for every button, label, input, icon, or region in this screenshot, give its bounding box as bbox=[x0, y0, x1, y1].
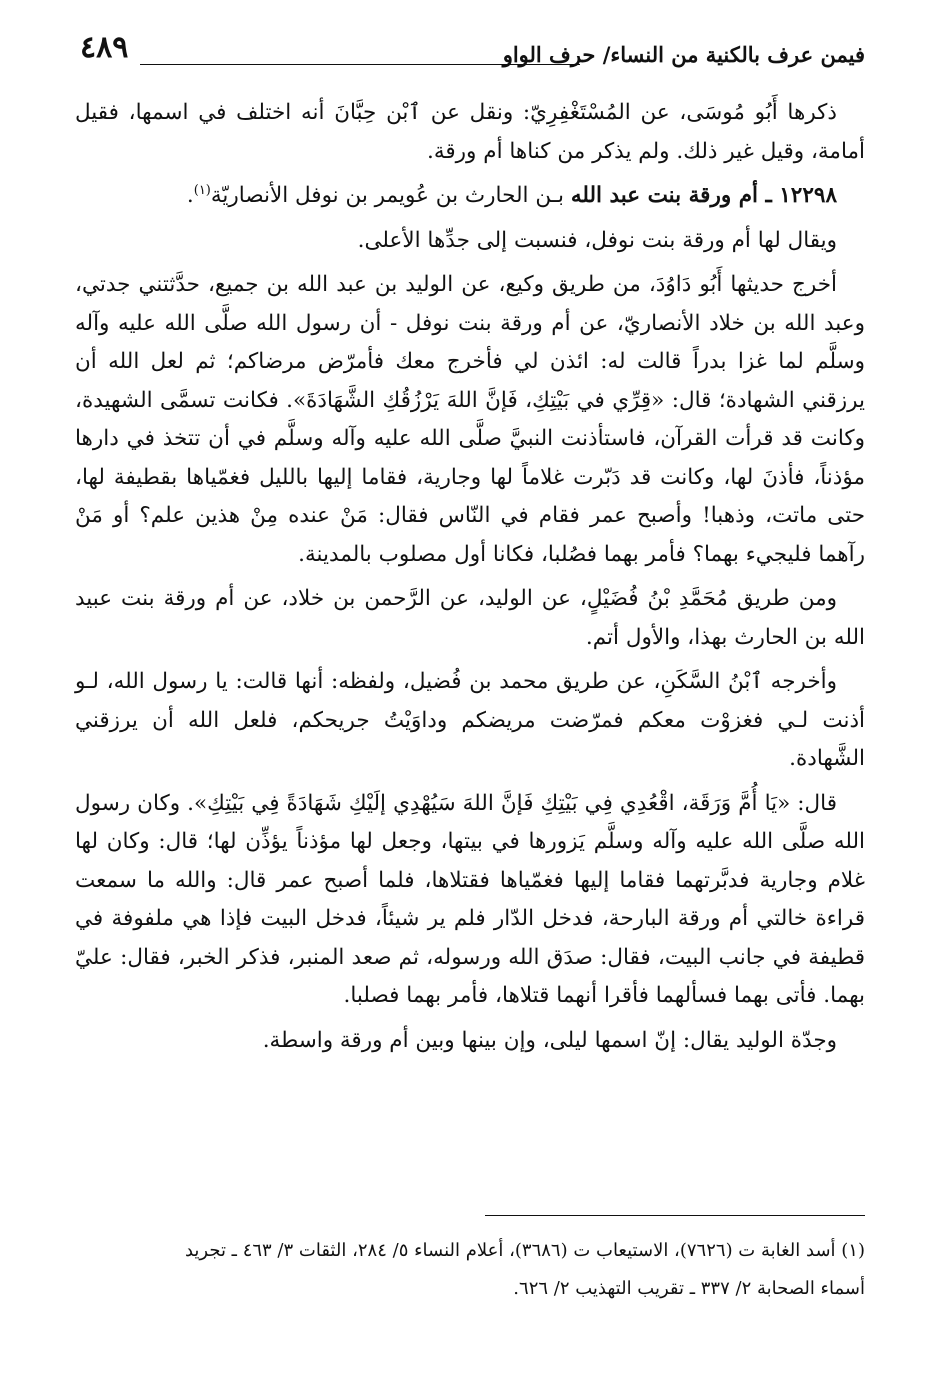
paragraph-4: أخرج حديثها أَبُو دَاوُدَ، من طريق وكيع، عن الوليد بن عبد الله بن جميع، حدَّثتني جدتي، وعبد الله بن خلاد الأنصاريّ، عن أم ورقة بنت نوفل - أن رسول الله صلَّى الله عليه وآله وسلَّم لما غزا بدراً قالت له: ائذن لي فأخرج معك فأمرّض مرضاكم؛ ثم لعل الله أن يرزقني الشهادة؛ قال: «قِرِّي في بَيْتِكِ، فَإنَّ اللهَ يَرْزُقُكِ الشَّهَادَةَ». فكانت تسمَّى الشهيدة، وكانت قد قرأت القرآن، فاستأذنت النبيَّ صلَّى الله عليه وآله وسلَّم في أن تتخذ في دارها مؤذناً، فأذنَ لها، وكانت قد دَبّرت غلاماً لها وجارية، فقاما إليها بالليل فغمّياها بقطيفة لها، حتى ماتت، وذهبا! وأصبح عمر فقام في النّاس فقال: مَنْ عنده مِنْ هذين علم؟ أو مَنْ رآهما فليجيء بهما؟ فأمر بهما فصُلبا، فكانا أول مصلوب بالمدينة. bbox=[75, 272, 865, 567]
page-header bbox=[80, 28, 865, 78]
entry-lineage: بـن الحارث بن عُويمر بن نوفل الأنصاريّة bbox=[210, 183, 564, 208]
paragraph-5: ومن طريق مُحَمَّدِ بْنُ فُضَيْلٍ، عن الوليد، عن الرَّحمن بن خلاد، عن أم ورقة بنت عبيد الله بن الحارث بهذا، والأول أتم. bbox=[75, 586, 865, 650]
footnote-1-line-2: أسماء الصحابة ٢/ ٣٣٧ ـ تقريب التهذيب ٢/ ٦٢٦. bbox=[513, 1278, 865, 1299]
paragraph-1: ذكرها أَبُو مُوسَى، عن المُسْتَغْفِرِيّ: ونقل عن ٱبْن حِبَّانَ أنه اختلف في اسمها، فقيل أمامة، وقيل غير ذلك. ولم يذكر من كناها أم ورقة. bbox=[75, 100, 865, 164]
paragraph-3: ويقال لها أم ورقة بنت نوفل، فنسبت إلى جدِّها الأعلى. bbox=[357, 227, 837, 253]
page-number: ٤٨٩ bbox=[80, 30, 129, 65]
paragraph-8: وجدّة الوليد يقال: إنّ اسمها ليلى، وإن بينها وبين أم ورقة واسطة. bbox=[262, 1027, 837, 1053]
entry-heading-paragraph bbox=[75, 177, 865, 216]
footnote-marker: (١) bbox=[193, 182, 211, 198]
paragraph-6: وأخرجه ٱبْنُ السَّكَنِ، عن طريق محمد بن فُضيل، ولفظه: أنها قالت: يا رسول الله، لـو أذنت لـي فغزوْت معكم فمرّضت مريضكم وداوَيْتُ جريحكم، فلعل الله أن يرزقني الشَّهادة. bbox=[75, 669, 865, 771]
running-head: فيمن عرف بالكنية من النساء/ حرف الواو bbox=[502, 42, 865, 67]
entry-number-and-name: ١٢٢٩٨ ـ أم ورقة بنت عبد الله bbox=[570, 183, 837, 208]
main-text bbox=[75, 94, 865, 1066]
paragraph-7: قال: «يَا أُمَّ وَرَقَة، اقْعُدِي فِي بَيْتِكِ فَإنَّ اللهَ سَيُهْدِي إلَيْكِ شَهَادَةً فِي بَيْتِكِ». وكان رسول الله صلَّى الله عليه وآله وسلَّم يَزورها في بيتها، وجعل لها مؤذناً يؤذِّن لها؛ قال: وكان لها غلام وجارية فدبَّرتهما فقاما إليها فغمّياها فقتلاها، فلما أصبح عمر قال: والله ما سمعت قراءة خالتي أم ورقة البارحة، فدخل الدّار فلم ير شيئاً، فدخل البيت فإذا هي ملفوفة في قطيفة في جانب البيت، فقال: صدَق الله ورسوله، ثم صعد المنبر، فذكر الخبر، فقال: عليّ بهما. فأتى بهما فسألهما فأقرا أنهما قتلاها، فأمر بهما فصلبا. bbox=[75, 790, 865, 1008]
footnotes bbox=[75, 1232, 865, 1308]
entry-end: . bbox=[186, 183, 194, 208]
footnote-rule bbox=[485, 1215, 865, 1216]
footnote-1-line-1: (١) أسد الغابة ت (٧٦٢٦)، الاستيعاب ت (٣٦٨٦)، أعلام النساء ٥/ ٢٨٤، الثقات ٣/ ٤٦٣ ـ تجريد bbox=[184, 1240, 865, 1261]
